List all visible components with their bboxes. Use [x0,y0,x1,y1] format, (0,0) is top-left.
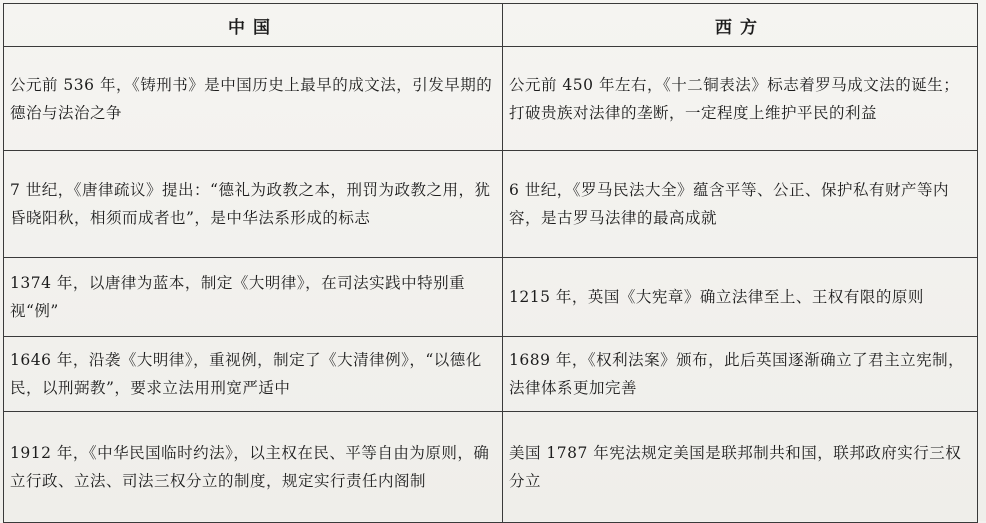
cell-west: 1215 年，英国《大宪章》确立法律至上、王权有限的原则 [503,258,978,337]
cell-west: 美国 1787 年宪法规定美国是联邦制共和国，联邦政府实行三权分立 [503,412,978,523]
table-row [4,412,978,523]
cell-china: 公元前 536 年，《铸刑书》是中国历史上最早的成文法，引发早期的德治与法治之争 [4,47,503,151]
cell-china: 1374 年，以唐律为蓝本，制定《大明律》，在司法实践中特别重视“例” [4,258,503,337]
header-row [4,4,978,47]
cell-west: 1689 年，《权利法案》颁布，此后英国逐渐确立了君主立宪制，法律体系更加完善 [503,337,978,412]
table-row [4,151,978,258]
table-row [4,258,978,337]
cell-china: 7 世纪，《唐律疏议》提出：“德礼为政教之本，刑罚为政教之用，犹昏晓阳秋，相须而成者也”，是中华法系形成的标志 [4,151,503,258]
comparison-table [3,3,978,523]
cell-china: 1912 年，《中华民国临时约法》，以主权在民、平等自由为原则，确立行政、立法、司法三权分立的制度，规定实行责任内阁制 [4,412,503,523]
cell-china: 1646 年，沿袭《大明律》，重视例，制定了《大清律例》，“以德化民，以刑弼教”，要求立法用刑宽严适中 [4,337,503,412]
cell-west: 公元前 450 年左右，《十二铜表法》标志着罗马成文法的诞生；打破贵族对法律的垄断，一定程度上维护平民的利益 [503,47,978,151]
cell-west: 6 世纪，《罗马民法大全》蕴含平等、公正、保护私有财产等内容，是古罗马法律的最高成就 [503,151,978,258]
table-row [4,337,978,412]
table-row [4,47,978,151]
header-china: 中国 [4,4,503,47]
header-west: 西方 [503,4,978,47]
